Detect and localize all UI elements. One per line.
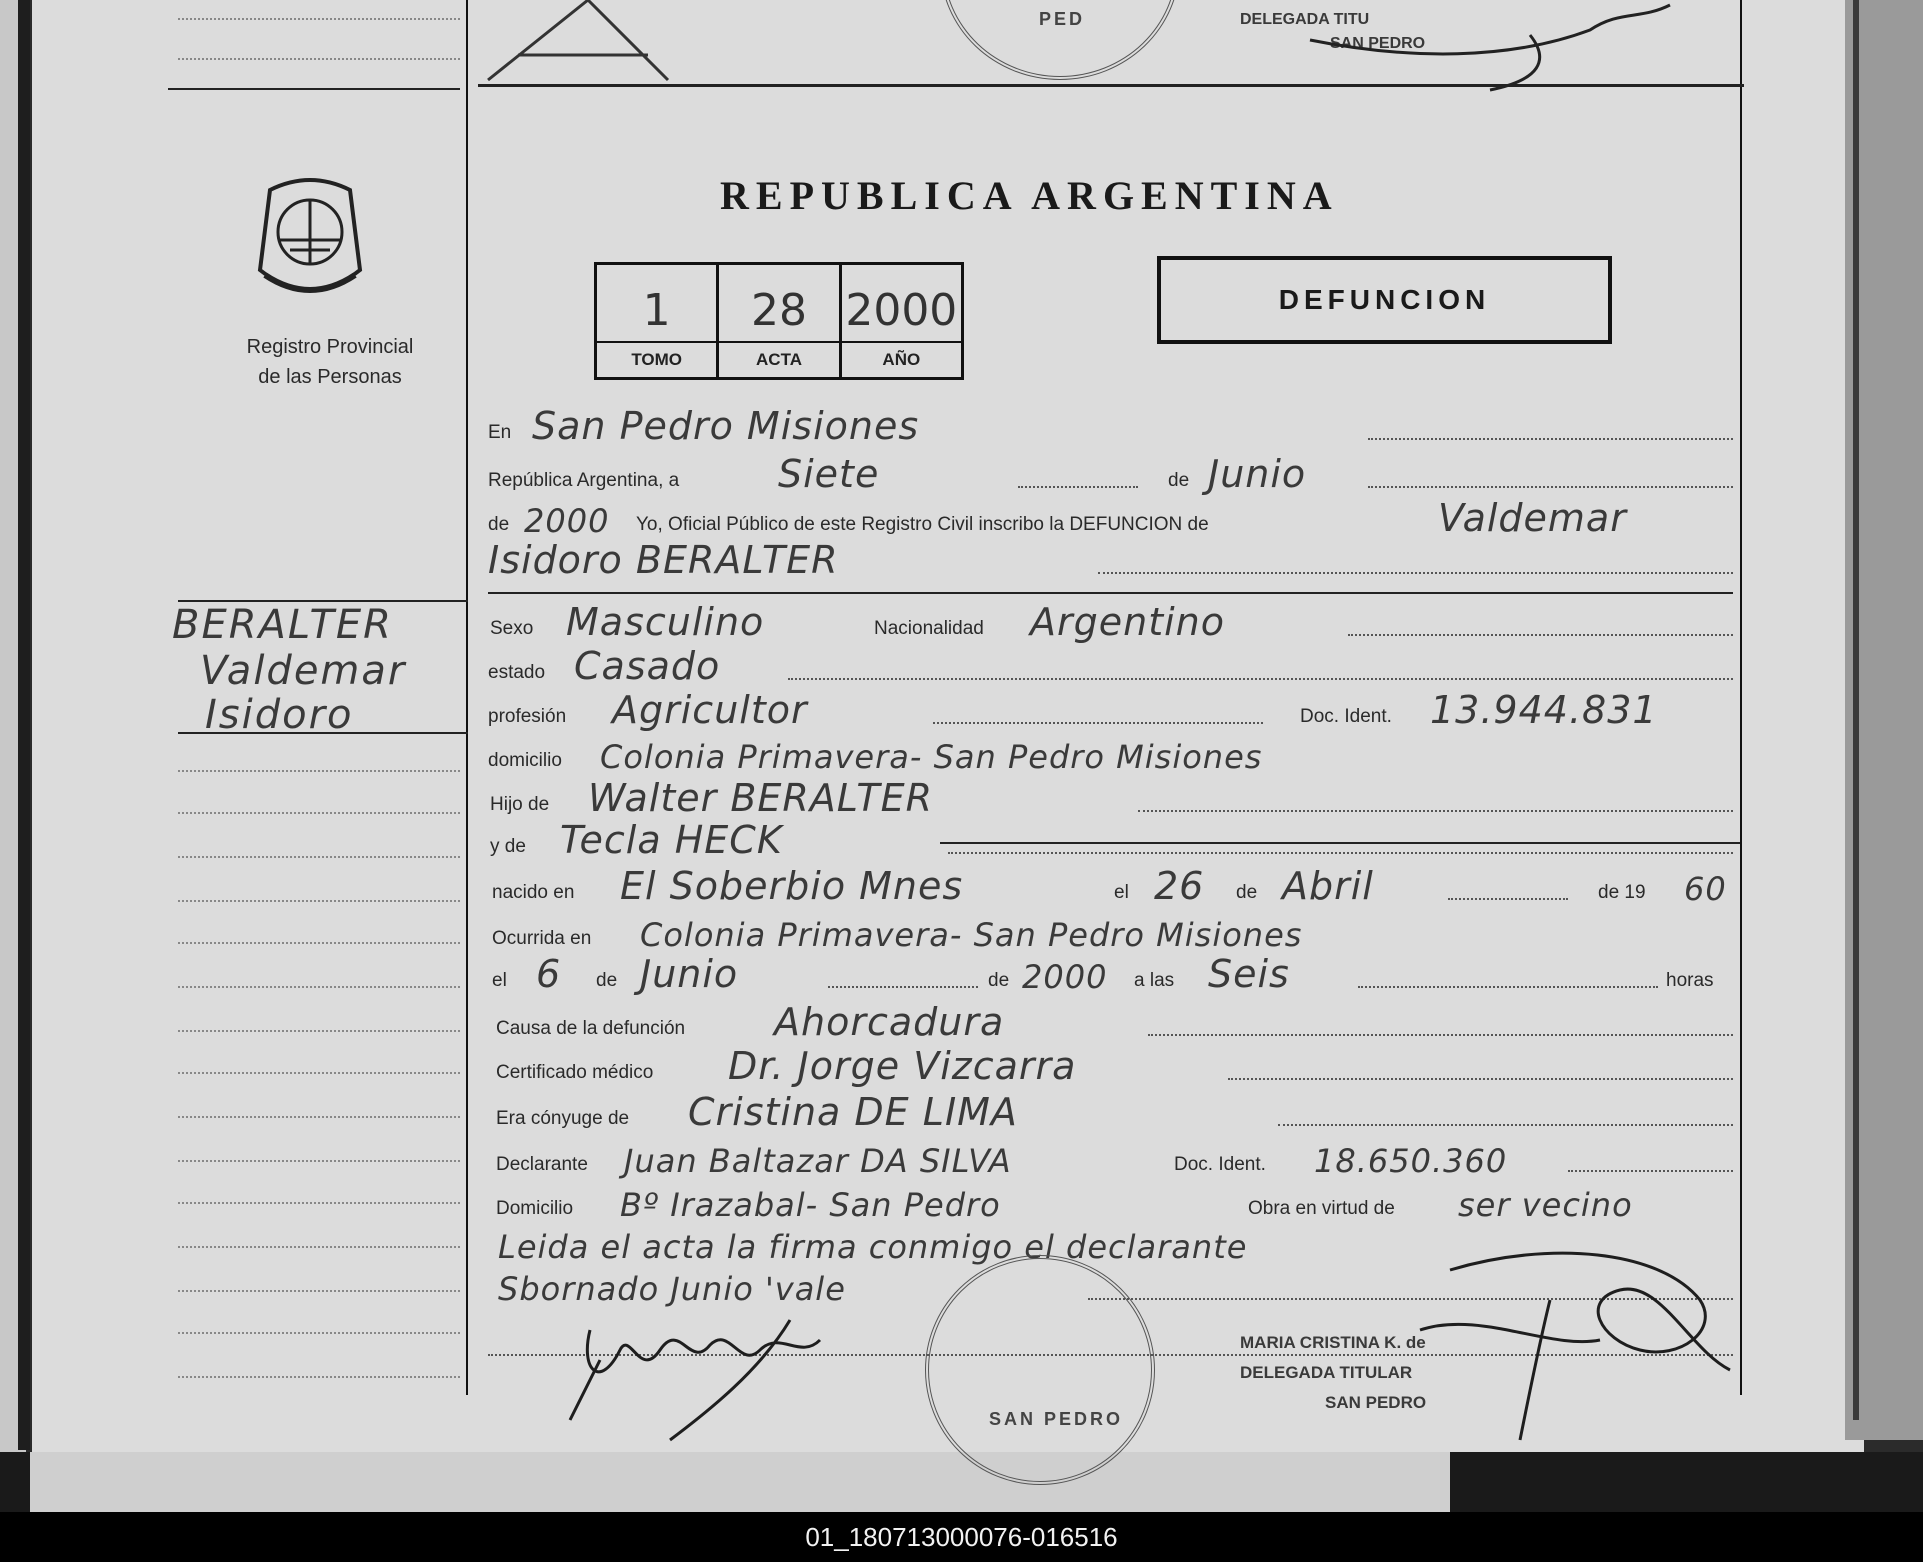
obra-label: Obra en virtud de <box>1248 1198 1395 1219</box>
ano-label: AÑO <box>842 341 961 377</box>
previous-stamp-title: DELEGADA TITU <box>1240 11 1370 28</box>
page-gutter <box>1853 0 1859 1420</box>
nacionalidad-value: Argentino <box>1030 600 1225 644</box>
row-place <box>488 404 1733 448</box>
form-right-border <box>1740 0 1742 1395</box>
conyuge-label: Era cónyuge de <box>496 1108 630 1129</box>
nacido-lugar-value: El Soberbio Mnes <box>620 864 964 908</box>
muerte-mes-value: Junio <box>640 952 739 996</box>
nota-1-value: Leida el acta la firma conmigo el declarante <box>498 1228 1248 1266</box>
domicilio2-label: Domicilio <box>496 1198 574 1219</box>
registry-name <box>195 332 465 392</box>
obra-value: ser vecino <box>1458 1186 1633 1224</box>
nacido-label: nacido en <box>492 882 575 903</box>
estado-value: Casado <box>574 644 721 688</box>
fill-line <box>1368 438 1733 440</box>
ocurrida-label: Ocurrida en <box>492 928 592 949</box>
acta-value: 28 <box>750 285 807 336</box>
row-profesion <box>488 688 1733 732</box>
ano-cell <box>842 265 961 377</box>
de3-label: de <box>1236 882 1258 903</box>
de4-label: de 19 <box>1598 882 1646 903</box>
fill-line <box>1148 1034 1733 1036</box>
month-value: Junio <box>1208 452 1307 496</box>
fill-line <box>933 722 1263 724</box>
nacido-anio-value: 60 <box>1684 870 1727 908</box>
row-fecha-muerte <box>488 952 1733 996</box>
declarante-doc-value: 18.650.360 <box>1314 1142 1508 1180</box>
en-label: En <box>488 422 512 443</box>
row-causa <box>488 1000 1733 1044</box>
ano-value: 2000 <box>845 285 958 336</box>
fill-line <box>1138 810 1733 812</box>
day-word-value: Siete <box>778 452 880 496</box>
domicilio-label: domicilio <box>488 750 562 771</box>
row-madre <box>488 818 1733 862</box>
de5-label: de <box>596 970 618 991</box>
document-title: REPUBLICA ARGENTINA <box>720 173 1339 218</box>
el2-label: el <box>492 970 507 991</box>
place-value: San Pedro Misiones <box>532 404 920 448</box>
fill-line <box>1098 572 1733 574</box>
registry-seal <box>925 1255 1155 1485</box>
horas-label: horas <box>1666 970 1714 991</box>
row-deceased <box>488 538 1733 582</box>
row-declarante <box>488 1136 1733 1180</box>
de6-label: de <box>988 970 1010 991</box>
book-spine-edge <box>18 0 30 1450</box>
madre-value: Tecla HECK <box>560 818 783 862</box>
muerte-hora-value: Seis <box>1208 952 1290 996</box>
seal-text: SAN PEDRO <box>989 1409 1124 1429</box>
declarante-value: Juan Baltazar DA SILVA <box>624 1142 1012 1180</box>
margin-divider <box>466 0 468 1395</box>
row-ocurrida <box>488 910 1733 954</box>
reference-box <box>594 262 964 380</box>
margin-given-name-2: Isidoro <box>205 692 354 738</box>
causa-label: Causa de la defunción <box>496 1018 686 1039</box>
nacido-mes-value: Abril <box>1282 864 1374 908</box>
nacido-dia-value: 26 <box>1154 864 1205 908</box>
row-domicilio <box>488 732 1733 776</box>
registry-name-line2: de las Personas <box>258 366 402 388</box>
row-nacimiento <box>488 864 1733 908</box>
row-padre <box>488 776 1733 820</box>
doc-value: 13.944.831 <box>1430 688 1658 732</box>
declarante-label: Declarante <box>496 1154 588 1175</box>
muerte-anio-value: 2000 <box>1022 958 1108 996</box>
nacionalidad-label: Nacionalidad <box>874 618 984 639</box>
official-title: DELEGADA TITULAR <box>1240 1363 1413 1382</box>
muerte-dia-value: 6 <box>536 952 562 996</box>
alas-label: a las <box>1134 970 1175 991</box>
margin-top-rule <box>168 88 460 90</box>
declarante-domicilio-value: Bº Irazabal- San Pedro <box>620 1186 1001 1224</box>
yde-label: y de <box>490 836 526 857</box>
causa-value: Ahorcadura <box>774 1000 1005 1044</box>
previous-record-signature <box>1290 0 1710 95</box>
row-certificado <box>488 1044 1733 1088</box>
domicilio-value: Colonia Primavera- San Pedro Misiones <box>600 738 1263 776</box>
sexo-value: Masculino <box>566 600 765 644</box>
conyuge-value: Cristina DE LIMA <box>688 1090 1018 1134</box>
certificado-label: Certificado médico <box>496 1062 654 1083</box>
fill-line <box>1278 1124 1733 1126</box>
doc-label: Doc. Ident. <box>1300 706 1392 727</box>
el-label: el <box>1114 882 1129 903</box>
ocurrida-lugar-value: Colonia Primavera- San Pedro Misiones <box>640 916 1303 954</box>
row-estado <box>488 644 1733 688</box>
republica-label: República Argentina, a <box>488 470 680 491</box>
profesion-label: profesión <box>488 706 567 727</box>
fill-line <box>828 986 978 988</box>
deceased-rest-name: Isidoro BERALTER <box>488 538 839 582</box>
tomo-cell <box>597 265 719 377</box>
hijo-label: Hijo de <box>490 794 550 815</box>
fill-line <box>1228 1078 1733 1080</box>
estado-label: estado <box>488 662 546 683</box>
margin-surname: BERALTER <box>172 602 393 648</box>
sexo-label: Sexo <box>490 618 534 639</box>
row-conyuge <box>488 1090 1733 1134</box>
previous-stamp-place: SAN PEDRO <box>1330 35 1426 52</box>
inscribo-label: Yo, Oficial Público de este Registro Civil inscribo la DEFUNCION de <box>636 514 1209 535</box>
row-domicilio-declarante <box>488 1180 1733 1224</box>
declarant-signature <box>560 1290 880 1450</box>
fill-line <box>1018 486 1138 488</box>
fill-line <box>1368 486 1733 488</box>
tomo-value: 1 <box>642 285 671 336</box>
official-place: SAN PEDRO <box>1325 1393 1427 1412</box>
official-name: MARIA CRISTINA K. de <box>1240 1333 1426 1352</box>
official-signature <box>1400 1240 1760 1450</box>
previous-seal-text: PED <box>1039 9 1086 29</box>
doc2-label: Doc. Ident. <box>1174 1154 1266 1175</box>
margin-given-name-1: Valdemar <box>200 648 407 694</box>
padre-value: Walter BERALTER <box>588 776 934 820</box>
fill-line <box>1348 634 1733 636</box>
nota-2-value: Sbornado Junio 'vale <box>498 1270 846 1308</box>
province-coat-of-arms-icon <box>250 170 370 310</box>
page-bottom-edge <box>30 1452 1450 1512</box>
row-inscribo <box>488 496 1733 540</box>
registry-name-line1: Registro Provincial <box>246 336 414 358</box>
profesion-value: Agricultor <box>612 688 808 732</box>
fill-line <box>1358 986 1658 988</box>
acta-label: ACTA <box>719 341 838 377</box>
fill-line <box>1568 1170 1733 1172</box>
certificado-value: Dr. Jorge Vizcarra <box>728 1044 1077 1088</box>
year-value: 2000 <box>524 502 610 540</box>
de2-label: de <box>488 514 510 535</box>
row-sexo <box>488 600 1733 644</box>
previous-record-signature-mark <box>478 0 678 90</box>
form-section-rule <box>488 592 1733 594</box>
deceased-given-name: Valdemar <box>1438 496 1627 540</box>
fill-line <box>948 852 1733 854</box>
row-date <box>488 452 1733 496</box>
tomo-label: TOMO <box>597 341 716 377</box>
fill-line <box>788 678 1733 680</box>
fill-line <box>1448 898 1568 900</box>
record-type-box: DEFUNCION <box>1157 256 1612 344</box>
image-id-caption: 01_180713000076-016516 <box>0 1512 1923 1562</box>
de-label: de <box>1168 470 1190 491</box>
acta-cell <box>719 265 841 377</box>
